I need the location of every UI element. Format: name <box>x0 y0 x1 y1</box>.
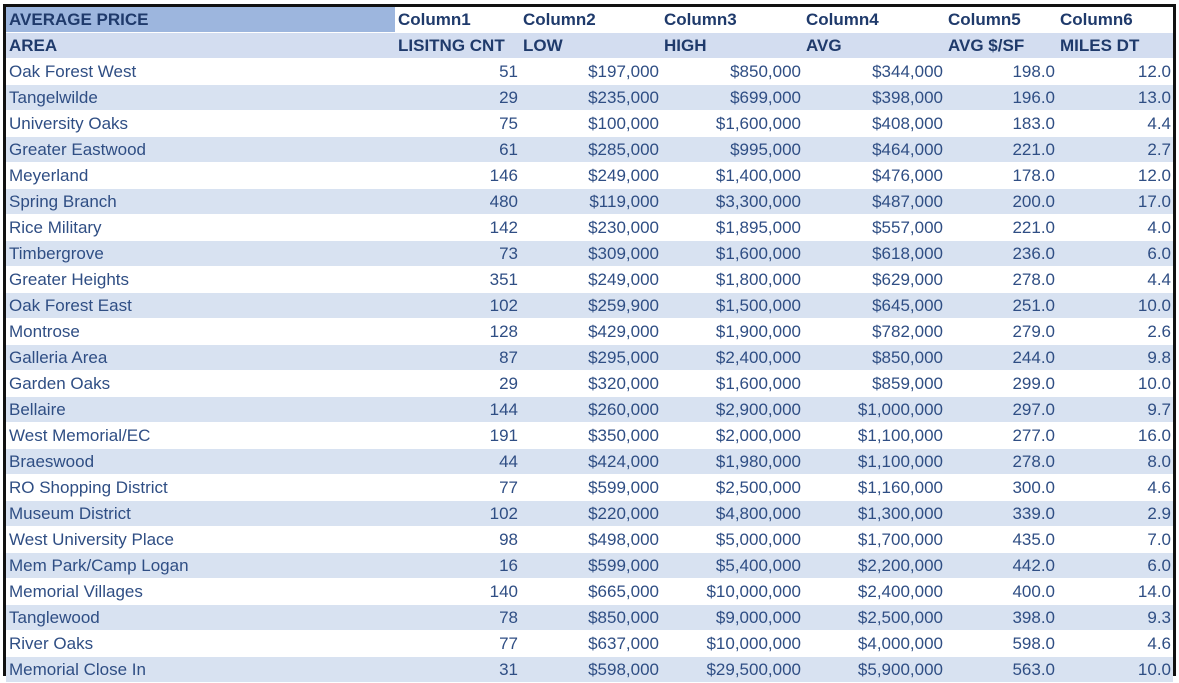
low-price-cell[interactable]: $119,000 <box>520 189 661 215</box>
low-price-cell[interactable]: $498,000 <box>520 527 661 553</box>
listing-count-cell[interactable]: 98 <box>395 527 520 553</box>
high-price-cell[interactable]: $1,400,000 <box>661 163 803 189</box>
avg-per-sf-cell[interactable]: 200.0 <box>945 189 1057 215</box>
listing-count-cell[interactable]: 102 <box>395 293 520 319</box>
high-price-cell[interactable]: $9,000,000 <box>661 605 803 631</box>
area-cell[interactable]: Montrose <box>6 319 395 345</box>
column-header-2[interactable]: Column2 <box>520 7 661 33</box>
table-body <box>6 59 1173 683</box>
avg-per-sf-cell[interactable]: 339.0 <box>945 501 1057 527</box>
listing-count-cell[interactable]: 78 <box>395 605 520 631</box>
avg-per-sf-cell[interactable]: 297.0 <box>945 397 1057 423</box>
miles-dt-cell[interactable]: 4.0 <box>1057 215 1173 241</box>
avg-price-cell[interactable]: $850,000 <box>803 345 945 371</box>
low-price-cell[interactable]: $599,000 <box>520 475 661 501</box>
high-price-cell[interactable]: $1,895,000 <box>661 215 803 241</box>
subheader-listing-count[interactable]: LISITNG CNT <box>395 33 520 59</box>
listing-count-cell[interactable]: 29 <box>395 371 520 397</box>
miles-dt-cell[interactable]: 6.0 <box>1057 241 1173 267</box>
avg-price-cell[interactable]: $629,000 <box>803 267 945 293</box>
high-price-cell[interactable]: $10,000,000 <box>661 631 803 657</box>
avg-price-cell[interactable]: $2,500,000 <box>803 605 945 631</box>
low-price-cell[interactable]: $295,000 <box>520 345 661 371</box>
low-price-cell[interactable]: $350,000 <box>520 423 661 449</box>
avg-per-sf-cell[interactable]: 563.0 <box>945 657 1057 683</box>
avg-price-cell[interactable]: $2,400,000 <box>803 579 945 605</box>
subheader-avg[interactable]: AVG <box>803 33 945 59</box>
low-price-cell[interactable]: $599,000 <box>520 553 661 579</box>
high-price-cell[interactable]: $2,400,000 <box>661 345 803 371</box>
area-cell[interactable]: Greater Eastwood <box>6 137 395 163</box>
table-row <box>6 449 1173 475</box>
area-cell[interactable]: Museum District <box>6 501 395 527</box>
high-price-cell[interactable]: $1,500,000 <box>661 293 803 319</box>
avg-price-cell[interactable]: $464,000 <box>803 137 945 163</box>
avg-price-cell[interactable]: $1,100,000 <box>803 423 945 449</box>
table-row <box>6 59 1173 85</box>
avg-per-sf-cell[interactable]: 442.0 <box>945 553 1057 579</box>
miles-dt-cell[interactable]: 10.0 <box>1057 293 1173 319</box>
area-cell[interactable]: Garden Oaks <box>6 371 395 397</box>
avg-price-cell[interactable]: $487,000 <box>803 189 945 215</box>
avg-price-cell[interactable]: $344,000 <box>803 59 945 85</box>
subheader-high[interactable]: HIGH <box>661 33 803 59</box>
miles-dt-cell[interactable]: 4.6 <box>1057 475 1173 501</box>
table-row <box>6 111 1173 137</box>
avg-price-cell[interactable]: $859,000 <box>803 371 945 397</box>
table-row <box>6 267 1173 293</box>
low-price-cell[interactable]: $100,000 <box>520 111 661 137</box>
miles-dt-cell[interactable]: 6.0 <box>1057 553 1173 579</box>
avg-per-sf-cell[interactable]: 196.0 <box>945 85 1057 111</box>
low-price-cell[interactable]: $285,000 <box>520 137 661 163</box>
table-title-cell[interactable]: AVERAGE PRICE <box>6 7 395 33</box>
column-header-3[interactable]: Column3 <box>661 7 803 33</box>
area-cell[interactable]: Braeswood <box>6 449 395 475</box>
miles-dt-cell[interactable]: 12.0 <box>1057 59 1173 85</box>
low-price-cell[interactable]: $249,000 <box>520 267 661 293</box>
listing-count-cell[interactable]: 51 <box>395 59 520 85</box>
avg-per-sf-cell[interactable]: 398.0 <box>945 605 1057 631</box>
high-price-cell[interactable]: $1,600,000 <box>661 371 803 397</box>
avg-price-cell[interactable]: $408,000 <box>803 111 945 137</box>
high-price-cell[interactable]: $3,300,000 <box>661 189 803 215</box>
high-price-cell[interactable]: $850,000 <box>661 59 803 85</box>
avg-per-sf-cell[interactable]: 236.0 <box>945 241 1057 267</box>
area-cell[interactable]: Galleria Area <box>6 345 395 371</box>
avg-price-cell[interactable]: $476,000 <box>803 163 945 189</box>
miles-dt-cell[interactable]: 9.3 <box>1057 605 1173 631</box>
avg-per-sf-cell[interactable]: 251.0 <box>945 293 1057 319</box>
table-row <box>6 553 1173 579</box>
avg-price-cell[interactable]: $1,100,000 <box>803 449 945 475</box>
low-price-cell[interactable]: $665,000 <box>520 579 661 605</box>
high-price-cell[interactable]: $29,500,000 <box>661 657 803 683</box>
avg-price-cell[interactable]: $4,000,000 <box>803 631 945 657</box>
miles-dt-cell[interactable]: 4.4 <box>1057 111 1173 137</box>
area-cell[interactable]: Meyerland <box>6 163 395 189</box>
avg-price-cell[interactable]: $2,200,000 <box>803 553 945 579</box>
low-price-cell[interactable]: $850,000 <box>520 605 661 631</box>
high-price-cell[interactable]: $1,600,000 <box>661 241 803 267</box>
avg-per-sf-cell[interactable]: 244.0 <box>945 345 1057 371</box>
area-cell[interactable]: Greater Heights <box>6 267 395 293</box>
high-price-cell[interactable]: $4,800,000 <box>661 501 803 527</box>
listing-count-cell[interactable]: 128 <box>395 319 520 345</box>
avg-price-cell[interactable]: $1,700,000 <box>803 527 945 553</box>
column-header-4[interactable]: Column4 <box>803 7 945 33</box>
area-cell[interactable]: Spring Branch <box>6 189 395 215</box>
high-price-cell[interactable]: $2,500,000 <box>661 475 803 501</box>
miles-dt-cell[interactable]: 14.0 <box>1057 579 1173 605</box>
listing-count-cell[interactable]: 144 <box>395 397 520 423</box>
table-row <box>6 137 1173 163</box>
avg-per-sf-cell[interactable]: 435.0 <box>945 527 1057 553</box>
avg-price-cell[interactable]: $1,000,000 <box>803 397 945 423</box>
table-row <box>6 397 1173 423</box>
low-price-cell[interactable]: $197,000 <box>520 59 661 85</box>
header-row-sub <box>6 33 1173 59</box>
low-price-cell[interactable]: $309,000 <box>520 241 661 267</box>
table-row <box>6 579 1173 605</box>
table-row <box>6 423 1173 449</box>
low-price-cell[interactable]: $424,000 <box>520 449 661 475</box>
high-price-cell[interactable]: $2,000,000 <box>661 423 803 449</box>
area-cell[interactable]: Memorial Villages <box>6 579 395 605</box>
low-price-cell[interactable]: $230,000 <box>520 215 661 241</box>
high-price-cell[interactable]: $995,000 <box>661 137 803 163</box>
listing-count-cell[interactable]: 16 <box>395 553 520 579</box>
miles-dt-cell[interactable]: 4.4 <box>1057 267 1173 293</box>
column-header-6[interactable]: Column6 <box>1057 7 1173 33</box>
listing-count-cell[interactable]: 146 <box>395 163 520 189</box>
avg-price-cell[interactable]: $1,160,000 <box>803 475 945 501</box>
miles-dt-cell[interactable]: 13.0 <box>1057 85 1173 111</box>
table-row <box>6 371 1173 397</box>
avg-per-sf-cell[interactable]: 221.0 <box>945 215 1057 241</box>
listing-count-cell[interactable]: 140 <box>395 579 520 605</box>
area-cell[interactable]: West Memorial/EC <box>6 423 395 449</box>
area-cell[interactable]: Mem Park/Camp Logan <box>6 553 395 579</box>
listing-count-cell[interactable]: 351 <box>395 267 520 293</box>
avg-price-cell[interactable]: $782,000 <box>803 319 945 345</box>
table-row <box>6 527 1173 553</box>
listing-count-cell[interactable]: 77 <box>395 475 520 501</box>
listing-count-cell[interactable]: 44 <box>395 449 520 475</box>
area-cell[interactable]: River Oaks <box>6 631 395 657</box>
table-row <box>6 475 1173 501</box>
average-price-table <box>6 7 1173 683</box>
avg-per-sf-cell[interactable]: 221.0 <box>945 137 1057 163</box>
area-cell[interactable]: Timbergrove <box>6 241 395 267</box>
listing-count-cell[interactable]: 29 <box>395 85 520 111</box>
area-cell[interactable]: West University Place <box>6 527 395 553</box>
header-row-top <box>6 7 1173 33</box>
subheader-miles-dt[interactable]: MILES DT <box>1057 33 1173 59</box>
area-cell[interactable]: Oak Forest East <box>6 293 395 319</box>
listing-count-cell[interactable]: 31 <box>395 657 520 683</box>
listing-count-cell[interactable]: 142 <box>395 215 520 241</box>
avg-per-sf-cell[interactable]: 277.0 <box>945 423 1057 449</box>
low-price-cell[interactable]: $220,000 <box>520 501 661 527</box>
avg-per-sf-cell[interactable]: 178.0 <box>945 163 1057 189</box>
avg-price-cell[interactable]: $618,000 <box>803 241 945 267</box>
table-row <box>6 85 1173 111</box>
avg-price-cell[interactable]: $645,000 <box>803 293 945 319</box>
area-cell[interactable]: Memorial Close In <box>6 657 395 683</box>
miles-dt-cell[interactable]: 12.0 <box>1057 163 1173 189</box>
miles-dt-cell[interactable]: 9.7 <box>1057 397 1173 423</box>
miles-dt-cell[interactable]: 10.0 <box>1057 371 1173 397</box>
avg-per-sf-cell[interactable]: 279.0 <box>945 319 1057 345</box>
column-header-1[interactable]: Column1 <box>395 7 520 33</box>
listing-count-cell[interactable]: 102 <box>395 501 520 527</box>
miles-dt-cell[interactable]: 4.6 <box>1057 631 1173 657</box>
table-row <box>6 605 1173 631</box>
avg-per-sf-cell[interactable]: 299.0 <box>945 371 1057 397</box>
avg-price-cell[interactable]: $5,900,000 <box>803 657 945 683</box>
avg-per-sf-cell[interactable]: 198.0 <box>945 59 1057 85</box>
listing-count-cell[interactable]: 75 <box>395 111 520 137</box>
area-cell[interactable]: Oak Forest West <box>6 59 395 85</box>
high-price-cell[interactable]: $2,900,000 <box>661 397 803 423</box>
avg-per-sf-cell[interactable]: 278.0 <box>945 449 1057 475</box>
subheader-avg-per-sf[interactable]: AVG $/SF <box>945 33 1057 59</box>
area-cell[interactable]: Bellaire <box>6 397 395 423</box>
avg-per-sf-cell[interactable]: 183.0 <box>945 111 1057 137</box>
listing-count-cell[interactable]: 480 <box>395 189 520 215</box>
high-price-cell[interactable]: $1,980,000 <box>661 449 803 475</box>
low-price-cell[interactable]: $235,000 <box>520 85 661 111</box>
miles-dt-cell[interactable]: 9.8 <box>1057 345 1173 371</box>
column-header-5[interactable]: Column5 <box>945 7 1057 33</box>
low-price-cell[interactable]: $259,900 <box>520 293 661 319</box>
table-row <box>6 293 1173 319</box>
table-row <box>6 345 1173 371</box>
avg-price-cell[interactable]: $1,300,000 <box>803 501 945 527</box>
high-price-cell[interactable]: $10,000,000 <box>661 579 803 605</box>
table-row <box>6 215 1173 241</box>
avg-price-cell[interactable]: $557,000 <box>803 215 945 241</box>
high-price-cell[interactable]: $1,600,000 <box>661 111 803 137</box>
low-price-cell[interactable]: $320,000 <box>520 371 661 397</box>
high-price-cell[interactable]: $1,800,000 <box>661 267 803 293</box>
high-price-cell[interactable]: $1,900,000 <box>661 319 803 345</box>
high-price-cell[interactable]: $5,000,000 <box>661 527 803 553</box>
subheader-low[interactable]: LOW <box>520 33 661 59</box>
low-price-cell[interactable]: $249,000 <box>520 163 661 189</box>
avg-per-sf-cell[interactable]: 300.0 <box>945 475 1057 501</box>
table-row <box>6 319 1173 345</box>
low-price-cell[interactable]: $429,000 <box>520 319 661 345</box>
table-row <box>6 163 1173 189</box>
miles-dt-cell[interactable]: 16.0 <box>1057 423 1173 449</box>
area-cell[interactable]: Tangelwilde <box>6 85 395 111</box>
area-cell[interactable]: Tanglewood <box>6 605 395 631</box>
miles-dt-cell[interactable]: 7.0 <box>1057 527 1173 553</box>
low-price-cell[interactable]: $637,000 <box>520 631 661 657</box>
high-price-cell[interactable]: $699,000 <box>661 85 803 111</box>
miles-dt-cell[interactable]: 8.0 <box>1057 449 1173 475</box>
listing-count-cell[interactable]: 61 <box>395 137 520 163</box>
avg-per-sf-cell[interactable]: 400.0 <box>945 579 1057 605</box>
miles-dt-cell[interactable]: 2.9 <box>1057 501 1173 527</box>
high-price-cell[interactable]: $5,400,000 <box>661 553 803 579</box>
listing-count-cell[interactable]: 77 <box>395 631 520 657</box>
low-price-cell[interactable]: $260,000 <box>520 397 661 423</box>
miles-dt-cell[interactable]: 10.0 <box>1057 657 1173 683</box>
listing-count-cell[interactable]: 73 <box>395 241 520 267</box>
avg-per-sf-cell[interactable]: 598.0 <box>945 631 1057 657</box>
spreadsheet-table-frame <box>3 4 1176 680</box>
miles-dt-cell[interactable]: 2.6 <box>1057 319 1173 345</box>
listing-count-cell[interactable]: 191 <box>395 423 520 449</box>
miles-dt-cell[interactable]: 2.7 <box>1057 137 1173 163</box>
low-price-cell[interactable]: $598,000 <box>520 657 661 683</box>
subheader-area[interactable]: AREA <box>6 33 395 59</box>
area-cell[interactable]: RO Shopping District <box>6 475 395 501</box>
avg-price-cell[interactable]: $398,000 <box>803 85 945 111</box>
table-row <box>6 631 1173 657</box>
area-cell[interactable]: University Oaks <box>6 111 395 137</box>
table-row <box>6 189 1173 215</box>
table-row <box>6 501 1173 527</box>
avg-per-sf-cell[interactable]: 278.0 <box>945 267 1057 293</box>
miles-dt-cell[interactable]: 17.0 <box>1057 189 1173 215</box>
listing-count-cell[interactable]: 87 <box>395 345 520 371</box>
table-row <box>6 241 1173 267</box>
area-cell[interactable]: Rice Military <box>6 215 395 241</box>
